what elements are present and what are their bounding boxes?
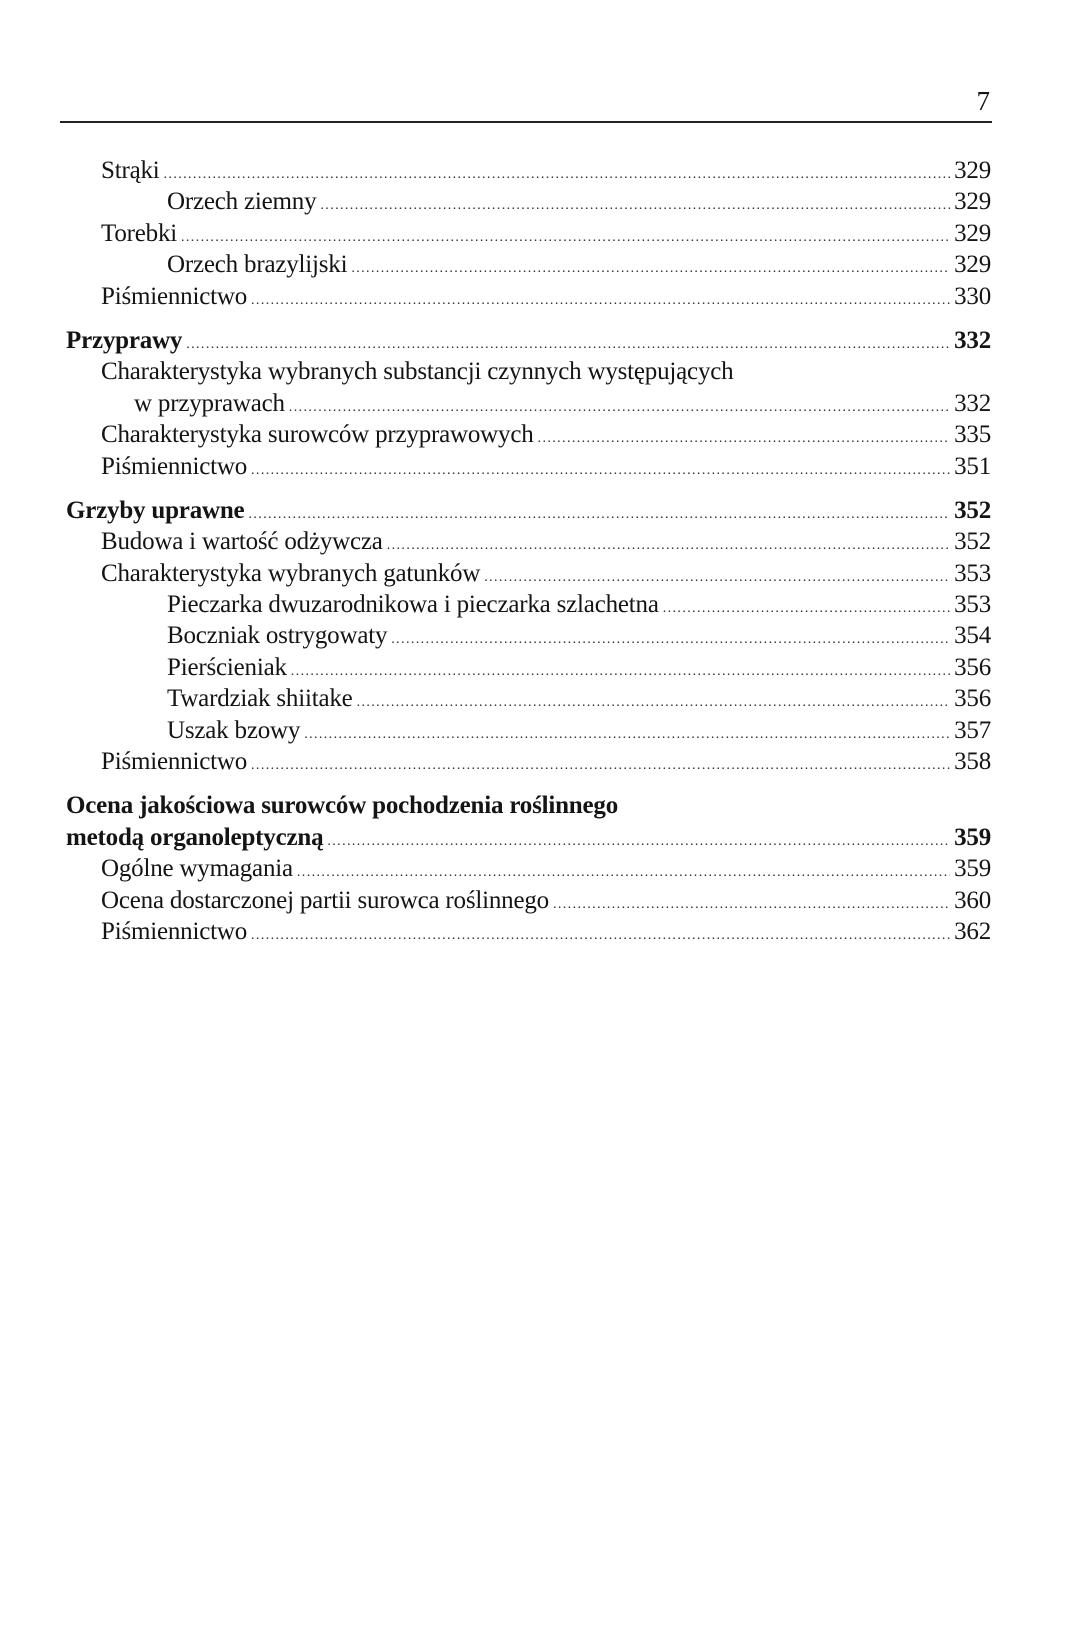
toc-entry-title: Strąki [101, 157, 160, 184]
toc-entry-page: 335 [954, 421, 991, 449]
toc-entry-page: 352 [954, 528, 991, 556]
toc-entry [66, 715, 991, 746]
dot-leader [320, 190, 950, 221]
toc-entry-title: Ocena jakościowa surowców pochodzenia roślinnego [66, 792, 618, 820]
toc-entry-title: Boczniak ostrygowaty [167, 622, 388, 650]
toc-entry [66, 155, 991, 186]
dot-leader [351, 253, 950, 284]
toc-entry [66, 218, 991, 249]
toc-entry [66, 356, 991, 387]
dot-leader [327, 826, 950, 857]
dot-leader [391, 624, 950, 655]
toc-entry [66, 620, 991, 651]
dot-leader [251, 285, 950, 316]
toc-entry-page: 359 [954, 855, 991, 883]
dot-leader [538, 423, 951, 454]
toc-entry-title: Pierścieniak [167, 653, 287, 681]
toc-entry-title: w przyprawach [134, 389, 285, 417]
header-rule [60, 121, 992, 123]
toc-entry [66, 589, 991, 620]
toc-entry-continuation [66, 388, 991, 419]
toc-entry-title: Piśmiennictwo [101, 452, 248, 480]
toc-entry [66, 885, 991, 916]
toc-entry-page: 353 [954, 591, 991, 619]
toc-entry-page: 362 [954, 917, 991, 945]
toc-entry-page: 354 [954, 622, 991, 650]
dot-leader [251, 920, 950, 951]
dot-leader [251, 750, 950, 781]
toc-chapter [66, 325, 991, 356]
toc-entry-title: Charakterystyka surowców przyprawowych [101, 421, 534, 449]
dot-leader [291, 656, 950, 687]
toc-entry-title: Charakterystyka wybranych gatunków [101, 559, 481, 587]
toc-entry [66, 186, 991, 217]
toc-entry-title: Uszak bzowy [167, 716, 301, 744]
toc-chapter [66, 790, 991, 821]
toc-entry-page: 360 [954, 886, 991, 914]
toc-entry [66, 746, 991, 777]
toc-entry-page: 358 [954, 748, 991, 776]
toc-entry-title: Pieczarka dwuzarodnikowa i pieczarka szlachetna [167, 591, 659, 619]
toc-entry-title: Grzyby uprawne [66, 496, 245, 524]
toc-entry-page: 329 [954, 219, 991, 247]
toc-entry-title: Twardziak shiitake [167, 685, 353, 713]
toc-entry-title: Orzech brazylijski [167, 251, 348, 279]
toc-entry-title: Piśmiennictwo [101, 917, 248, 945]
toc-entry-title: Piśmiennictwo [101, 282, 248, 310]
toc-entry [66, 451, 991, 482]
toc-entry-page: 332 [954, 389, 991, 417]
toc-entry-page: 330 [954, 282, 991, 310]
toc-entry-page: 352 [954, 496, 991, 524]
toc-entry-title: Piśmiennictwo [101, 748, 248, 776]
toc-entry [66, 419, 991, 450]
toc-entry-page: 329 [954, 251, 991, 279]
toc-entry [66, 281, 991, 312]
dot-leader [251, 455, 950, 486]
toc-entry [66, 683, 991, 714]
toc-entry-title: Ogólne wymagania [101, 855, 293, 883]
toc-entry-page: 356 [954, 653, 991, 681]
toc-entry [66, 558, 991, 589]
toc-entry-page: 356 [954, 685, 991, 713]
dot-leader [553, 889, 950, 920]
toc-entry-title: Orzech ziemny [167, 188, 317, 216]
toc-entry-title: Ocena dostarczonej partii surowca roślinnego [101, 886, 549, 914]
table-of-contents [66, 155, 991, 947]
dot-leader [304, 719, 950, 750]
dot-leader [357, 687, 951, 718]
toc-entry-page: 357 [954, 716, 991, 744]
toc-entry [66, 249, 991, 280]
toc-entry-title: Budowa i wartość odżywcza [101, 528, 383, 556]
toc-entry-title: Torebki [101, 219, 177, 247]
toc-entry-page: 359 [954, 823, 991, 851]
toc-entry [66, 916, 991, 947]
toc-chapter [66, 495, 991, 526]
toc-entry [66, 526, 991, 557]
dot-leader [663, 593, 950, 624]
toc-entry-title: Charakterystyka wybranych substancji czynnych występujących [101, 358, 734, 386]
toc-entry-page: 329 [954, 188, 991, 216]
toc-entry-page: 351 [954, 452, 991, 480]
toc-entry [66, 652, 991, 683]
toc-entry-page: 353 [954, 559, 991, 587]
toc-entry-title: Przyprawy [66, 326, 183, 354]
toc-entry-title: metodą organoleptyczną [66, 823, 324, 851]
page-number: 7 [976, 86, 990, 116]
toc-entry-page: 332 [954, 326, 991, 354]
toc-chapter-continuation [66, 822, 991, 853]
toc-entry [66, 853, 991, 884]
toc-entry-page: 329 [954, 157, 991, 184]
